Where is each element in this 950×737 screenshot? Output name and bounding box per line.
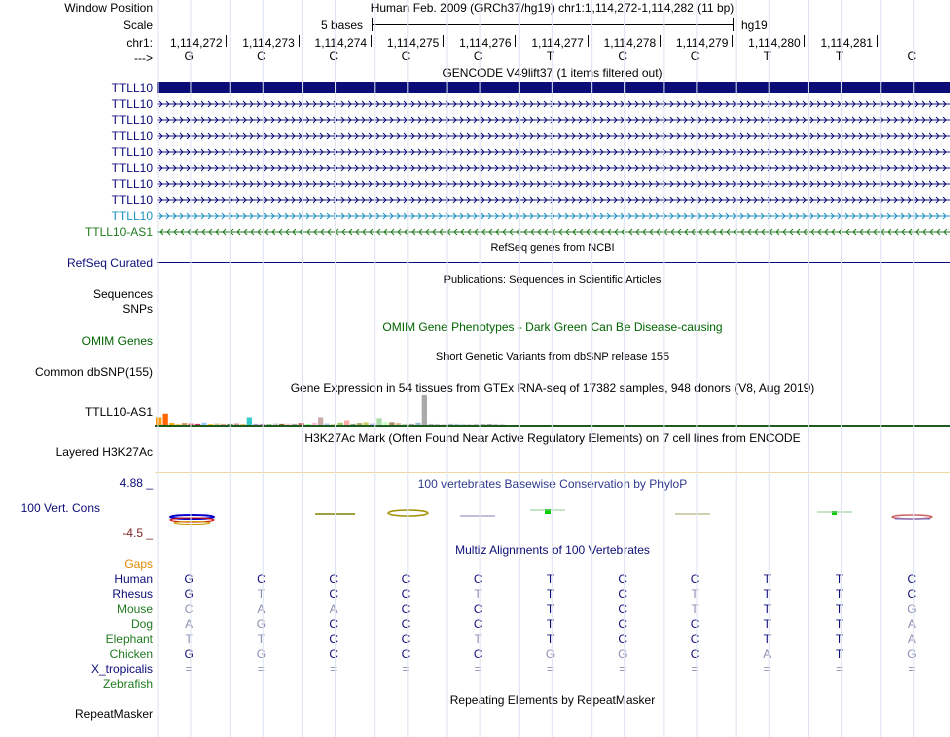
gaps-label[interactable]: Gaps — [124, 557, 153, 571]
reference-base: G — [184, 49, 194, 63]
alignment-base: = — [691, 662, 699, 676]
scale-bar-left-tick — [372, 18, 373, 31]
gencode-transcript-label[interactable]: TTLL10 — [111, 81, 153, 95]
alignment-base: G — [184, 647, 194, 661]
browser-title: Human Feb. 2009 (GRCh37/hg19) chr1:1,114,272-1,114,282 (11 bp) — [370, 1, 735, 15]
ruler-tick — [226, 35, 227, 47]
gencode-transcript-label[interactable]: TTLL10 — [111, 129, 153, 143]
gencode-transcript[interactable] — [155, 225, 950, 239]
alignment-base: C — [329, 572, 338, 586]
gtex-label[interactable]: TTLL10-AS1 — [84, 405, 153, 419]
alignment-base: A — [763, 647, 772, 661]
alignment-base: T — [546, 602, 555, 616]
alignment-base: C — [257, 572, 266, 586]
species-label[interactable]: Elephant — [105, 632, 153, 646]
alignment-base: G — [907, 647, 917, 661]
repeatmasker-label[interactable]: RepeatMasker — [74, 707, 153, 721]
species-label[interactable]: Human — [114, 572, 153, 586]
ruler-position: 1,114,273 — [242, 36, 295, 50]
alignment-base: G — [618, 647, 628, 661]
alignment-base: = — [836, 662, 844, 676]
alignment-base: T — [835, 572, 844, 586]
gencode-transcript[interactable] — [155, 177, 950, 191]
alignment-base: T — [835, 632, 844, 646]
alignment-base: C — [690, 617, 700, 631]
gencode-transcript-label[interactable]: TTLL10 — [111, 113, 153, 127]
ruler-position: 1,114,274 — [314, 36, 368, 50]
alignment-base: C — [907, 587, 917, 601]
ruler-tick — [804, 35, 805, 47]
phylop-wiggle[interactable] — [155, 500, 950, 535]
ruler-tick — [732, 35, 733, 47]
gencode-transcript-label[interactable]: TTLL10 — [111, 209, 153, 223]
gencode-transcript-label[interactable]: TTLL10-AS1 — [84, 225, 153, 239]
ruler-tick — [515, 35, 516, 47]
track-image-panel[interactable] — [155, 0, 950, 737]
ruler-position: 1,114,278 — [603, 36, 657, 50]
dbsnp-label[interactable]: Common dbSNP(155) — [34, 365, 153, 379]
alignment-base: T — [835, 647, 844, 661]
phylop-mark — [892, 515, 932, 519]
alignment-base: C — [401, 587, 411, 601]
ruler-position: 1,114,280 — [748, 36, 801, 50]
multiz-title: Multiz Alignments of 100 Vertebrates — [455, 543, 650, 557]
reference-base: T — [546, 49, 555, 63]
gtex-tissue-bar[interactable] — [318, 418, 323, 426]
dbsnp-title: Short Genetic Variants from dbSNP release 155 — [435, 351, 670, 363]
alignment-base: A — [907, 617, 916, 631]
alignment-base: C — [618, 602, 628, 616]
ruler-position: 1,114,281 — [820, 36, 873, 50]
alignment-base: T — [257, 632, 266, 646]
alignment-base: C — [473, 647, 483, 661]
alignment-base: C — [401, 617, 411, 631]
gtex-bar-graph[interactable] — [155, 394, 950, 428]
scale-label: Scale — [122, 18, 153, 32]
h3k27ac-label[interactable]: Layered H3K27Ac — [55, 445, 153, 459]
species-label[interactable]: X_tropicalis — [90, 662, 153, 676]
alignment-base: G — [545, 647, 556, 661]
alignment-base: C — [401, 572, 411, 586]
reference-base: C — [618, 49, 628, 63]
refseq-label[interactable]: RefSeq Curated — [66, 256, 153, 270]
alignment-base: A — [257, 602, 266, 616]
alignment-base: G — [184, 587, 194, 601]
alignment-base: T — [763, 602, 771, 616]
reference-base: T — [763, 49, 771, 63]
gencode-transcript-label[interactable]: TTLL10 — [111, 193, 153, 207]
alignment-base: C — [473, 572, 483, 586]
alignment-base: C — [907, 572, 917, 586]
h3k27ac-baseline — [155, 472, 950, 473]
gencode-transcript[interactable] — [155, 161, 950, 175]
gencode-transcript-label[interactable]: TTLL10 — [111, 177, 153, 191]
species-label[interactable]: Chicken — [109, 647, 153, 661]
alignment-base: C — [401, 602, 411, 616]
ruler-position: 1,114,279 — [675, 36, 729, 50]
alignment-base: C — [329, 617, 338, 631]
alignment-base: G — [256, 647, 267, 661]
gencode-transcript[interactable] — [155, 193, 950, 207]
gencode-transcript[interactable] — [155, 113, 950, 127]
ruler-tick — [371, 35, 372, 47]
snps-label[interactable]: SNPs — [122, 302, 153, 316]
alignment-base: A — [329, 602, 338, 616]
gencode-title: GENCODE V49lift37 (1 items filtered out) — [442, 66, 663, 80]
alignment-base: T — [835, 617, 844, 631]
gencode-transcript-label[interactable]: TTLL10 — [111, 145, 153, 159]
scale-text: 5 bases — [321, 18, 364, 32]
alignment-base: A — [907, 632, 916, 646]
alignment-base: T — [546, 587, 555, 601]
alignment-base: T — [691, 587, 699, 601]
phylop-mark — [388, 510, 428, 516]
alignment-base: C — [401, 632, 411, 646]
alignment-base: = — [908, 662, 916, 676]
reference-base: C — [907, 49, 917, 63]
gencode-transcript[interactable] — [155, 145, 950, 159]
alignment-base: G — [907, 602, 917, 616]
window-position-label: Window Position — [64, 1, 153, 15]
assembly-label: hg19 — [741, 18, 768, 32]
gtex-tissue-bar[interactable] — [247, 418, 252, 426]
alignment-base: = — [257, 662, 265, 676]
gencode-transcript[interactable] — [155, 97, 950, 111]
alignment-base: C — [690, 572, 700, 586]
ruler-tick — [299, 35, 300, 47]
gencode-transcript-label[interactable]: TTLL10 — [111, 161, 153, 175]
ruler-position: 1,114,277 — [531, 36, 584, 50]
reference-base: C — [329, 49, 338, 63]
scale-bar-right-tick — [733, 18, 734, 31]
phylop-mark — [174, 522, 210, 525]
gencode-transcript[interactable] — [155, 81, 950, 95]
alignment-base: T — [763, 617, 771, 631]
alignment-base: C — [618, 632, 628, 646]
gtex-tissue-bar[interactable] — [163, 414, 168, 425]
omim-label[interactable]: OMIM Genes — [81, 334, 153, 348]
alignment-base: = — [546, 662, 554, 676]
alignment-base: C — [690, 647, 700, 661]
alignment-base: T — [546, 632, 555, 646]
reference-base: T — [835, 49, 844, 63]
alignment-base: A — [185, 617, 194, 631]
alignment-base: = — [402, 662, 410, 676]
alignment-base: T — [474, 632, 482, 646]
alignment-base: = — [185, 662, 193, 676]
track-labels-panel — [0, 0, 155, 737]
refseq-gene-line[interactable] — [157, 262, 950, 263]
gtex-baseline — [155, 425, 950, 427]
species-label[interactable]: Dog — [130, 617, 153, 631]
ruler-tick — [443, 35, 444, 47]
alignment-base: G — [184, 572, 194, 586]
alignment-base: = — [330, 662, 338, 676]
alignment-base: C — [329, 587, 338, 601]
h3k27ac-title: H3K27Ac Mark (Often Found Near Active Regulatory Elements) on 7 cell lines from ENCODE — [304, 431, 801, 445]
ruler-tick — [877, 35, 878, 47]
alignment-base: T — [691, 602, 699, 616]
alignment-base: T — [546, 617, 555, 631]
alignment-base: C — [473, 602, 483, 616]
alignment-base: T — [763, 572, 771, 586]
ruler-position: 1,114,275 — [386, 36, 440, 50]
alignment-base: C — [690, 632, 700, 646]
cons-min-label: -4.5 _ — [122, 526, 153, 540]
alignment-base: C — [618, 587, 628, 601]
alignment-base: T — [185, 632, 193, 646]
alignment-base: T — [835, 587, 844, 601]
publications-title: Publications: Sequences in Scientific Articles — [443, 274, 662, 286]
refseq-title: RefSeq genes from NCBI — [490, 242, 615, 254]
scale-bar — [372, 24, 733, 25]
alignment-base: T — [763, 632, 771, 646]
alignment-base: T — [835, 602, 844, 616]
alignment-base: = — [763, 662, 771, 676]
strand-label: ---> — [134, 51, 153, 65]
reference-base: C — [401, 49, 411, 63]
alignment-base: G — [256, 617, 267, 631]
gtex-tissue-bar[interactable] — [156, 418, 161, 426]
cons-max-label: 4.88 _ — [119, 476, 153, 490]
alignment-base: = — [474, 662, 482, 676]
ruler-tick — [588, 35, 589, 47]
ruler-position: 1,114,272 — [170, 36, 223, 50]
gencode-transcript[interactable] — [155, 129, 950, 143]
alignment-base: C — [473, 617, 483, 631]
ruler-position: 1,114,276 — [459, 36, 512, 50]
repeatmasker-title: Repeating Elements by RepeatMasker — [449, 693, 656, 707]
alignment-base: T — [474, 587, 482, 601]
alignment-base: C — [329, 647, 338, 661]
conservation-label[interactable]: 100 Vert. Cons — [20, 501, 100, 515]
species-label[interactable]: Zebrafish — [102, 677, 153, 691]
alignment-base: C — [618, 572, 628, 586]
reference-base: C — [473, 49, 483, 63]
omim-title: OMIM Gene Phenotypes - Dark Green Can Be Disease-causing — [382, 320, 723, 334]
alignment-base: T — [257, 587, 266, 601]
alignment-base: C — [329, 632, 338, 646]
gencode-transcript[interactable] — [155, 209, 950, 223]
alignment-base: C — [618, 617, 628, 631]
species-label[interactable]: Rhesus — [112, 587, 153, 601]
ruler-tick — [660, 35, 661, 47]
gtex-tissue-bar[interactable] — [422, 395, 427, 425]
reference-base: C — [257, 49, 266, 63]
alignment-base: T — [546, 572, 555, 586]
species-label[interactable]: Mouse — [116, 602, 153, 616]
reference-base: C — [690, 49, 700, 63]
chr-label: chr1: — [126, 36, 153, 50]
gencode-transcript-label[interactable]: TTLL10 — [111, 97, 153, 111]
alignment-base: T — [763, 587, 771, 601]
conservation-title: 100 vertebrates Basewise Conservation by PhyloP — [417, 477, 688, 491]
alignment-base: C — [184, 602, 194, 616]
alignment-base: = — [619, 662, 627, 676]
alignment-base: C — [401, 647, 411, 661]
gtex-title: Gene Expression in 54 tissues from GTEx RNA-seq of 17382 samples, 948 donors (V8, Aug 2019) — [290, 381, 815, 395]
sequences-label[interactable]: Sequences — [92, 287, 153, 301]
